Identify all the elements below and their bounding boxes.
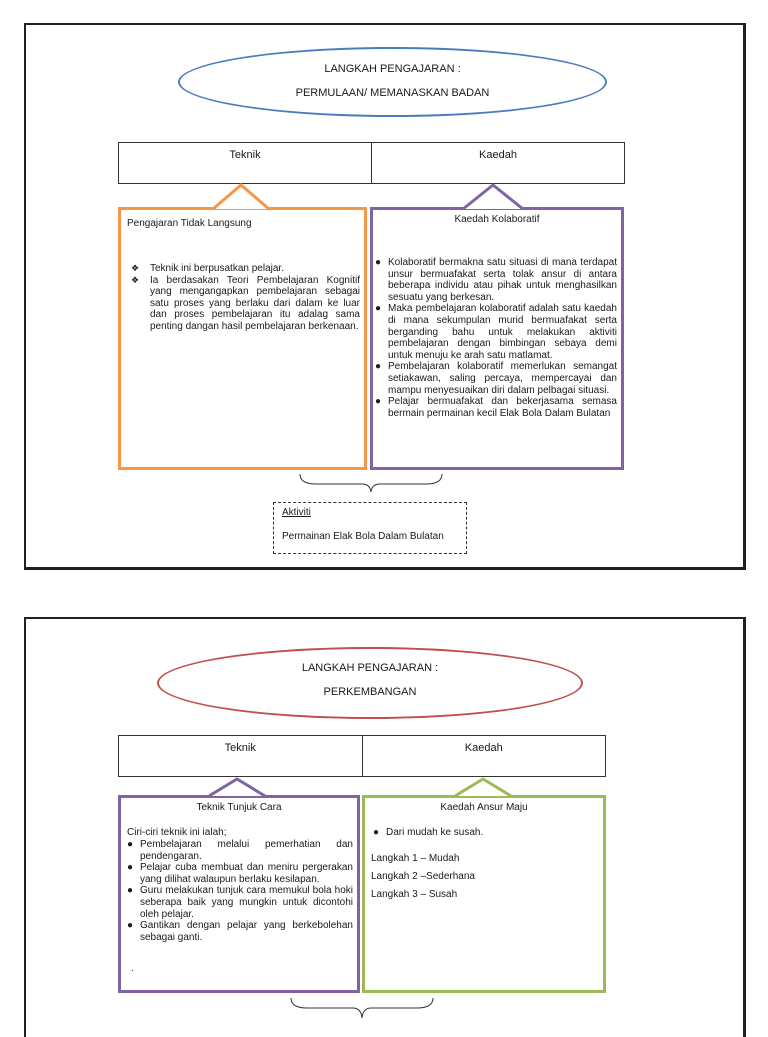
list-item bbox=[127, 275, 360, 333]
section2-left-box bbox=[118, 795, 360, 993]
list-item-text: Kolaboratif bermakna satu situasi di mana terdapat unsur bermuafakat serta tolak ansur di antara beberapa individu atau pihak untuk menghasilkan sesuatu yang berkesan. bbox=[388, 257, 617, 303]
section1-header-teknik: Teknik bbox=[229, 149, 261, 161]
dot-bullet-icon: ● bbox=[375, 396, 382, 408]
diamond-bullet-icon: ❖ bbox=[131, 274, 140, 285]
dot-bullet-icon: ● bbox=[375, 257, 382, 268]
section1-left-list bbox=[127, 263, 360, 333]
list-item bbox=[125, 885, 353, 920]
section2-brace bbox=[287, 996, 437, 1022]
dot-bullet-icon: ● bbox=[375, 303, 382, 315]
section1-brace bbox=[296, 472, 446, 494]
list-item-text: Pelajar cuba membuat dan meniru pergerakan yang dilihat walaupun berlaku kesilapan. bbox=[140, 862, 353, 885]
section2-header-kaedah: Kaedah bbox=[362, 736, 606, 776]
list-item-text: Ia berdasakan Teori Pembelajaran Kognitif yang mengangapkan pembelajaran sebagai satu proses yang berlaku dari dalam ke luar dan proses pembelajaran itu adalag sama penting dangan hasil pembelajaran berkenaan. bbox=[150, 274, 360, 332]
section2-right-list bbox=[371, 827, 599, 839]
list-item bbox=[125, 862, 353, 885]
section2-left-list bbox=[125, 839, 353, 943]
section1-right-connector-arrow bbox=[463, 181, 527, 211]
section2-header-teknik: Teknik bbox=[224, 742, 256, 754]
list-item bbox=[127, 263, 360, 275]
list-item-text: Teknik ini berpusatkan pelajar. bbox=[150, 263, 284, 274]
section1-left-box bbox=[118, 207, 367, 470]
list-item-text: Gantikan dengan pelajar yang berkebolehan sebagai ganti. bbox=[140, 920, 353, 943]
section2-left-connector-arrow bbox=[209, 776, 269, 798]
list-item-text: Pembelajaran melalui pemerhatian dan pendengaran. bbox=[140, 839, 353, 862]
section2-right-box-title: Kaedah Ansur Maju bbox=[440, 802, 528, 813]
section1-header-table bbox=[118, 142, 625, 184]
dot-bullet-icon: ● bbox=[127, 920, 134, 932]
dot-bullet-icon: ● bbox=[373, 827, 380, 838]
section2-title-line1: LANGKAH PENGAJARAN : bbox=[301, 662, 439, 674]
list-item-text: Pembelajaran kolaboratif memerlukan semangat setiakawan, saling percaya, mempercayai dan mampu menyesuaikan diri dalam pelbagai situasi. bbox=[388, 361, 617, 396]
section1-left-box-title: Pengajaran Tidak Langsung bbox=[127, 218, 252, 229]
section1-title-line2: PERMULAAN/ MEMANASKAN BADAN bbox=[295, 87, 490, 99]
list-item bbox=[373, 257, 617, 303]
section1-right-box-title: Kaedah Kolaboratif bbox=[454, 214, 540, 225]
diamond-bullet-icon: ❖ bbox=[131, 263, 140, 273]
section1-left-connector-arrow bbox=[213, 181, 273, 211]
section2-header-table bbox=[118, 735, 606, 777]
list-item-text: Guru melakukan tunjuk cara memukul bola hoki seberapa baik yang mungkin untuk dicontohi oleh pelajar. bbox=[140, 885, 353, 920]
section2-left-trailing: . bbox=[131, 963, 134, 974]
list-item bbox=[373, 396, 617, 419]
list-item-text: Pelajar bermuafakat dan bekerjasama semasa bermain permainan kecil Elak Bola Dalam Bulatan bbox=[388, 396, 617, 419]
list-item bbox=[371, 827, 599, 839]
list-item-text: Dari mudah ke susah. bbox=[386, 827, 484, 838]
list-item bbox=[125, 920, 353, 943]
section2-step-3: Langkah 3 – Susah bbox=[371, 889, 458, 900]
section1-activity-text: Permainan Elak Bola Dalam Bulatan bbox=[282, 531, 444, 542]
section1-right-list bbox=[373, 257, 617, 419]
section2-title-ellipse bbox=[157, 647, 583, 719]
section1-header-kaedah: Kaedah bbox=[371, 143, 624, 183]
list-item bbox=[373, 361, 617, 396]
section2-right-connector-arrow bbox=[455, 776, 515, 798]
section2-step-1: Langkah 1 – Mudah bbox=[371, 853, 460, 864]
section2-left-box-title: Teknik Tunjuk Cara bbox=[196, 802, 282, 813]
section1-activity-label: Aktiviti bbox=[282, 507, 311, 518]
dot-bullet-icon: ● bbox=[127, 885, 134, 897]
section2-right-box bbox=[362, 795, 606, 993]
section2-title-line2: PERKEMBANGAN bbox=[323, 686, 417, 698]
list-item-text: Maka pembelajaran kolaboratif adalah satu kaedah di mana sekumpulan murid bermuafakat serta berganding bahu untuk melakukan aktiviti pembelajaran dengan bimbingan sebaya demi untuk menuju ke arah satu matlamat. bbox=[388, 303, 617, 361]
section2-step-2: Langkah 2 –Sederhana bbox=[371, 871, 475, 882]
section1-title-ellipse bbox=[178, 47, 607, 117]
section1-title-line1: LANGKAH PENGAJARAN : bbox=[324, 63, 461, 75]
section1-right-box bbox=[370, 207, 624, 470]
dot-bullet-icon: ● bbox=[127, 862, 134, 874]
dot-bullet-icon: ● bbox=[375, 361, 382, 373]
section1-activity-box bbox=[273, 502, 467, 554]
list-item bbox=[373, 303, 617, 361]
section2-left-intro: Ciri-ciri teknik ini ialah; bbox=[127, 827, 227, 838]
dot-bullet-icon: ● bbox=[127, 839, 134, 850]
list-item bbox=[125, 839, 353, 862]
